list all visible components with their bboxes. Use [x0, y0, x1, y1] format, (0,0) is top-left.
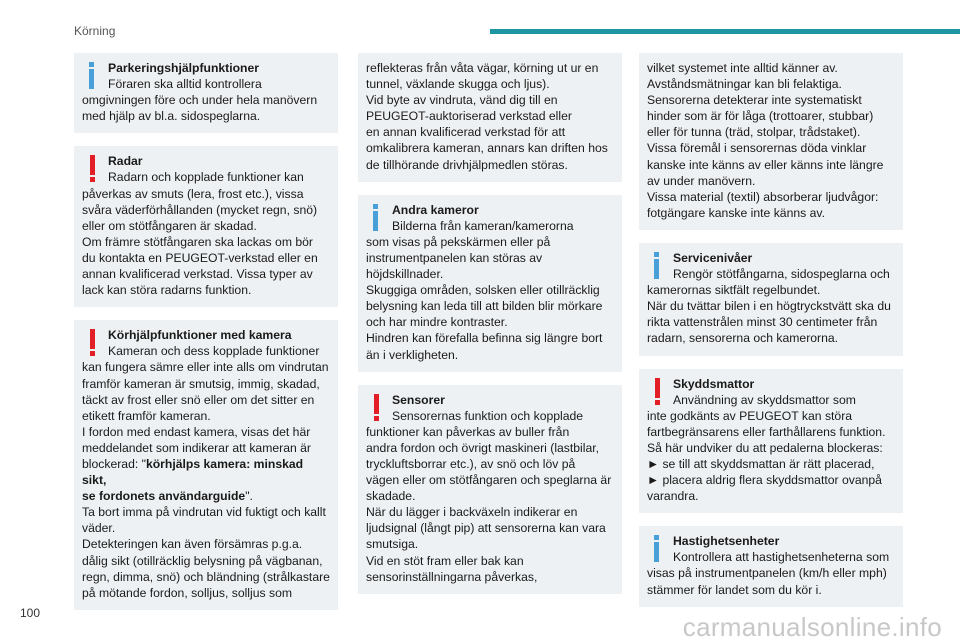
body-line: Sensorerna detekterar inte systematiskt — [647, 93, 862, 108]
body-line: stämmer för landet som du kör i. — [647, 582, 822, 597]
column-2 — [358, 53, 622, 607]
body-line: inte godkänts av PEUGEOT kan störa — [647, 408, 853, 423]
body-line: Ta bort imma på vindrutan vid fuktigt och kallt — [82, 505, 326, 520]
body-line: När du tvättar bilen i en högtryckstvätt ska du — [647, 299, 891, 314]
warning-box-sensors — [358, 385, 622, 594]
body-line: rikta vattenstrålen minst 30 centimeter från — [647, 315, 878, 330]
camera-message-bold: se fordonets användarguide — [82, 489, 246, 504]
body-line: visas på instrumentpanelen (km/h eller mph) — [647, 566, 887, 581]
body-line: belysning kan leda till att bilden blir mörkare — [366, 299, 603, 314]
box-heading: Andra kameror — [392, 202, 479, 217]
warning-icon — [366, 392, 390, 422]
page-number: 100 — [20, 606, 41, 620]
body-line: höjdskillnader. — [366, 267, 444, 282]
box-heading: Körhjälpfunktioner med kamera — [108, 328, 292, 343]
camera-message-line — [82, 488, 330, 504]
body-line: PEUGEOT-auktoriserad verkstad eller — [366, 109, 572, 124]
info-box-speed-units — [639, 526, 903, 606]
body-line: regn, dimma, snö) och bländning (strålkastare — [82, 569, 330, 584]
body-line: svåra väderförhållanden (mycket regn, snö) — [82, 202, 318, 217]
body-line: med hjälp av bl.a. sidospeglarna. — [82, 109, 261, 124]
body-line: instrumentpanelen kan störas av — [366, 250, 543, 265]
column-1 — [74, 53, 338, 623]
box-heading: Sensorer — [392, 392, 445, 407]
body-line: När du lägger i backväxeln indikerar en — [366, 505, 578, 520]
box-lead: Föraren ska alltid kontrollera — [108, 77, 262, 92]
body-line: eller om stötfångaren är skadad. — [82, 218, 257, 233]
bullet-line: ► placera aldrig flera skyddsmattor ovanpå — [647, 473, 882, 488]
body-line: omgivningen före och under hela manövern — [82, 93, 318, 108]
body-line: Om främre stötfångaren ska lackas om bör — [82, 234, 313, 249]
body-line: andra fordon och övrigt maskineri (lastbilar, — [366, 440, 600, 455]
camera-message-line — [82, 456, 330, 488]
body-line: reflekteras från våta vägar, körning ut ur en — [366, 61, 599, 75]
box-lead: Rengör stötfångarna, sidospeglarna och — [673, 267, 890, 282]
body-line: omkalibrera kameran, annars kan driften hos — [366, 141, 608, 156]
column-3 — [639, 53, 903, 620]
warning-box-floor-mats — [639, 369, 903, 514]
body-line: radarn, sensorerna och kamerorna. — [647, 331, 839, 346]
box-heading: Skyddsmattor — [673, 376, 755, 391]
info-box-service-levels — [639, 243, 903, 356]
body-line: Så här undviker du att pedalerna blockeras: — [647, 440, 883, 455]
bullet-line: ► se till att skyddsmattan är rätt placerad, — [647, 456, 875, 471]
info-icon — [647, 533, 671, 563]
body-line: Skuggiga områden, solsken eller otillräcklig — [366, 283, 600, 298]
section-title: Körning — [74, 24, 116, 38]
continuation-box-sensors — [639, 53, 903, 230]
body-line: väder. — [82, 521, 116, 536]
body-line: Vid en stöt fram eller bak kan — [366, 553, 524, 568]
body-line: de tillhörande drivhjälpmedlen störas. — [366, 157, 568, 172]
body-line: etikett framför kameran. — [82, 408, 211, 423]
body-line: tryckluftsborrar etc.), av snö och löv på — [366, 456, 576, 471]
body-line: påverkas av smuts (lera, frost etc.), vissa — [82, 186, 304, 201]
body-line: fotgängare kanske inte känns av. — [647, 205, 825, 220]
body-line: varandra. — [647, 489, 699, 504]
body-line: Avståndsmätningar kan bli felaktiga. — [647, 77, 842, 92]
body-line: smutsiga. — [366, 537, 419, 552]
body-line: Vissa material (textil) absorberar ljudvågor: — [647, 189, 879, 204]
body-line: dålig sikt (otillräcklig belysning på vägbanan, — [82, 553, 323, 568]
box-lead: Bilderna från kameran/kamerorna — [392, 218, 574, 233]
box-heading: Hastighetsenheter — [673, 534, 780, 549]
body-line: kanske inte känns av eller känns inte längre — [647, 157, 884, 172]
watermark: carmanualsonline.info — [682, 612, 942, 642]
info-icon — [366, 202, 390, 232]
warning-box-camera-assist — [74, 320, 338, 610]
body-line: ljudsignal (långt pip) att sensorerna kan vara — [366, 521, 606, 536]
body-line: annan kvalificerad verkstad. Vissa typer av — [82, 267, 313, 282]
body-line: kan fungera sämre eller inte alls om vindrutan — [82, 360, 329, 375]
box-lead: Kontrollera att hastighetsenheterna som — [673, 550, 890, 565]
body-line: funktioner kan påverkas av buller från — [366, 424, 570, 439]
warning-box-radar — [74, 146, 338, 307]
box-heading: Servicenivåer — [673, 250, 753, 265]
body-line: sensorinställningarna påverkas, — [366, 569, 538, 584]
body-line: du kontakta en PEUGEOT-verkstad eller en — [82, 250, 318, 265]
body-line: Vid byte av vindruta, vänd dig till en — [366, 93, 558, 108]
body-line: och har mindre kontraster. — [366, 315, 508, 330]
body-line: Detekteringen kan även försämras p.g.a. — [82, 537, 303, 552]
warning-icon — [82, 327, 106, 357]
body-line: kamerornas siktfält regelbundet. — [647, 283, 821, 298]
body-line: Hindren kan förefalla befinna sig längre bort — [366, 331, 603, 346]
camera-message-bold: körhjälps kamera: minskad sikt, — [82, 456, 304, 488]
body-line: lack kan störa radarns funktion. — [82, 283, 252, 298]
info-icon — [647, 250, 671, 280]
message-suffix: ". — [245, 489, 253, 504]
box-lead: Kameran och dess kopplade funktioner — [108, 344, 320, 359]
body-line: av under manövern. — [647, 173, 756, 188]
box-lead: Radarn och kopplade funktioner kan — [108, 170, 304, 185]
body-line: fartbegränsarens eller farthållarens funktion. — [647, 424, 886, 439]
message-prefix: blockerad: " — [82, 456, 146, 471]
box-lead: Sensorernas funktion och kopplade — [392, 408, 584, 423]
body-line: skadade. — [366, 489, 416, 504]
info-box-other-cameras — [358, 195, 622, 372]
box-lead: Användning av skyddsmattor som — [673, 392, 856, 407]
body-line: vilket systemet inte alltid känner av. — [647, 61, 838, 75]
body-line: tunnel, växlande skugga och ljus). — [366, 77, 550, 92]
body-line: Vissa föremål i sensorernas döda vinklar — [647, 141, 867, 156]
body-line: på mötande fordon, solljus, solljus som — [82, 585, 293, 600]
body-line: täckt av frost eller snö eller om det sitter en — [82, 392, 315, 407]
body-line: meddelandet som indikerar att kameran är — [82, 440, 311, 455]
info-box-parking-assist — [74, 53, 338, 133]
warning-icon — [647, 376, 671, 406]
body-line: vägen eller om stötfångaren och speglarna är — [366, 473, 612, 488]
box-heading: Radar — [108, 154, 143, 169]
continuation-box-camera — [358, 53, 622, 182]
body-line: I fordon med endast kamera, visas det här — [82, 424, 311, 439]
body-line: en annan kvalificerad verkstad för att — [366, 125, 566, 140]
box-heading: Parkeringshjälpfunktioner — [108, 61, 260, 75]
body-line: framför kameran är smutsig, immig, skadad, — [82, 376, 320, 391]
body-line: som visas på pekskärmen eller på — [366, 234, 551, 249]
body-line: eller för tunna (träd, stolpar, trådstaket). — [647, 125, 861, 140]
header-accent-bar — [490, 29, 960, 34]
body-line: än i verkligheten. — [366, 347, 459, 362]
info-icon — [82, 60, 106, 90]
warning-icon — [82, 153, 106, 183]
body-line: hinder som är för låga (trottoarer, stubbar) — [647, 109, 874, 124]
